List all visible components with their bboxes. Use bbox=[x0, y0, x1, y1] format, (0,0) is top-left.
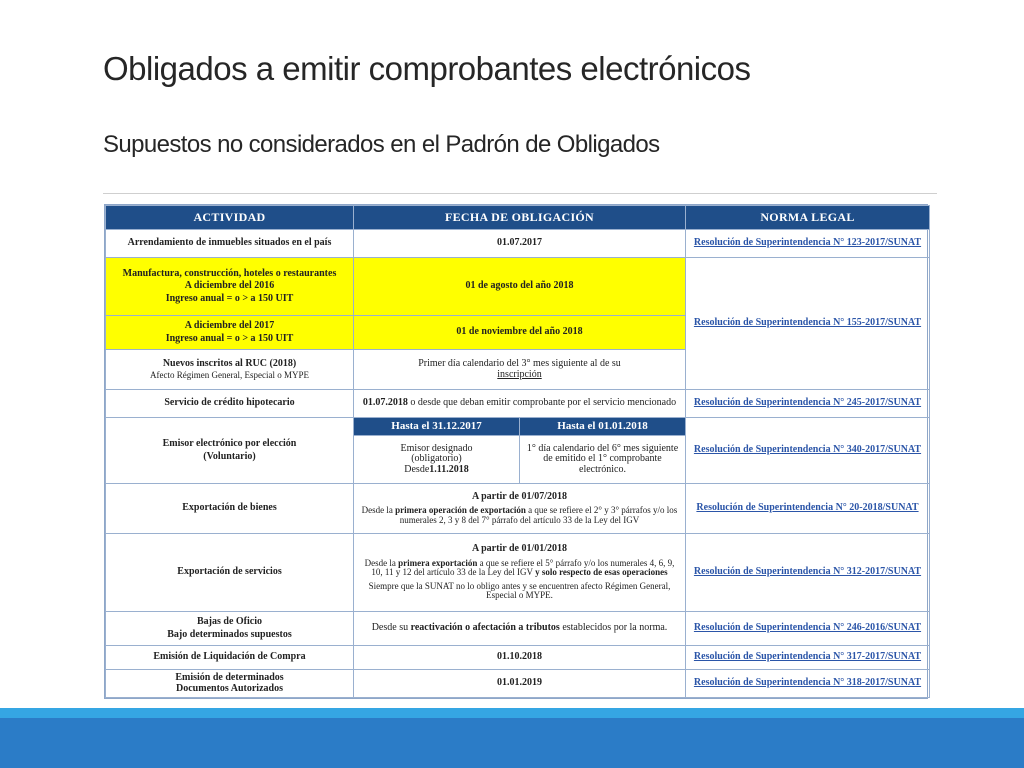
table-row bbox=[106, 612, 930, 646]
cell-line: Ingreso anual = o > a 150 UIT bbox=[165, 332, 294, 344]
table-row bbox=[106, 230, 930, 258]
cell-line: Ingreso anual = o > a 150 UIT bbox=[165, 292, 294, 304]
cell-fecha-heading: A partir de 01/01/2018 bbox=[471, 543, 568, 555]
cell-actividad: Servicio de crédito hipotecario bbox=[106, 390, 354, 418]
cell-fecha bbox=[354, 534, 686, 612]
table-row bbox=[106, 418, 930, 436]
cell-line: A diciembre del 2017 bbox=[184, 320, 275, 331]
cell-fecha: Desde su reactivación o afectación a tributos establecidos por la norma. bbox=[354, 612, 686, 646]
cell-line: Afecto Régimen General, Especial o MYPE bbox=[150, 370, 309, 381]
link-norma-155-2017[interactable]: Resolución de Superintendencia N° 155-2017/SUNAT bbox=[686, 258, 930, 390]
link-norma-20-2018[interactable]: Resolución de Superintendencia N° 20-2018/SUNAT bbox=[686, 484, 930, 534]
table-row bbox=[106, 534, 930, 612]
cell-actividad: Exportación de servicios bbox=[106, 534, 354, 612]
cell-line: Manufactura, construcción, hoteles o restaurantes bbox=[122, 267, 337, 279]
cell-fecha-detail: Desde la primera exportación a que se refiere el 5° párrafo y/o los numerales 4, 6, 9, 10, 11 y 12 del artículo 33 de la Ley del IGV y solo respecto de esas operaciones bbox=[364, 557, 675, 578]
link-norma-246-2016[interactable]: Resolución de Superintendencia N° 246-2016/SUNAT bbox=[686, 612, 930, 646]
link-norma-245-2017[interactable]: Resolución de Superintendencia N° 245-2017/SUNAT bbox=[686, 390, 930, 418]
cell-actividad: Emisión de Liquidación de Compra bbox=[106, 646, 354, 670]
cell-fecha-b: 1° día calendario del 6° mes siguiente de emitido el 1° comprobante electrónico. bbox=[520, 436, 686, 484]
cell-line: Emisor electrónico por elección bbox=[162, 438, 297, 449]
link-norma-340-2017[interactable]: Resolución de Superintendencia N° 340-2017/SUNAT bbox=[686, 418, 930, 484]
cell-fecha: 01.07.2017 bbox=[354, 230, 686, 258]
cell-line: Bajo determinados supuestos bbox=[167, 628, 292, 640]
obligations-table bbox=[104, 204, 928, 699]
slide-subtitle: Supuestos no considerados en el Padrón de Obligados bbox=[103, 131, 660, 158]
subheader-hasta-2018: Hasta el 01.01.2018 bbox=[520, 418, 686, 436]
subheader-hasta-2017: Hasta el 31.12.2017 bbox=[354, 418, 520, 436]
header-fecha: FECHA DE OBLIGACIÓN bbox=[354, 206, 686, 230]
table-row bbox=[106, 646, 930, 670]
link-norma-123-2017[interactable]: Resolución de Superintendencia N° 123-2017/SUNAT bbox=[686, 230, 930, 258]
cell-actividad bbox=[106, 612, 354, 646]
table-row bbox=[106, 390, 930, 418]
cell-fecha-heading: A partir de 01/07/2018 bbox=[471, 490, 568, 502]
cell-line: A diciembre del 2016 bbox=[184, 280, 275, 292]
link-norma-317-2017[interactable]: Resolución de Superintendencia N° 317-2017/SUNAT bbox=[686, 646, 930, 670]
cell-fecha: 01 de agosto del año 2018 bbox=[354, 258, 686, 316]
header-actividad: ACTIVIDAD bbox=[106, 206, 354, 230]
footer-accent-bar bbox=[0, 708, 1024, 718]
cell-actividad bbox=[106, 350, 354, 390]
cell-fecha: 01 de noviembre del año 2018 bbox=[354, 316, 686, 350]
cell-actividad: Arrendamiento de inmuebles situados en el país bbox=[106, 230, 354, 258]
table-row bbox=[106, 484, 930, 534]
cell-fecha bbox=[354, 484, 686, 534]
footer-bar bbox=[0, 718, 1024, 768]
cell-line: Nuevos inscritos al RUC (2018) bbox=[162, 357, 297, 369]
cell-actividad bbox=[106, 418, 354, 484]
cell-line: (Voluntario) bbox=[203, 450, 256, 462]
cell-actividad bbox=[106, 316, 354, 350]
cell-line: Bajas de Oficio bbox=[197, 616, 262, 627]
cell-fecha-note: Siempre que la SUNAT no lo obligo antes y se encuentren afecto Régimen General, Especial o MYPE. bbox=[368, 580, 671, 601]
slide-title: Obligados a emitir comprobantes electrónicos bbox=[103, 50, 751, 87]
table-header-row bbox=[106, 206, 930, 230]
cell-fecha: 01.10.2018 bbox=[354, 646, 686, 670]
cell-actividad: Exportación de bienes bbox=[106, 484, 354, 534]
link-inscripcion[interactable]: inscripción bbox=[497, 368, 542, 380]
link-norma-318-2017[interactable]: Resolución de Superintendencia N° 318-2017/SUNAT bbox=[686, 670, 930, 698]
cell-fecha: 01.01.2019 bbox=[354, 670, 686, 698]
title-divider bbox=[103, 193, 937, 194]
cell-fecha-a: Emisor designado (obligatorio) Desde1.11.2018 bbox=[354, 436, 520, 484]
cell-actividad bbox=[106, 258, 354, 316]
table-row bbox=[106, 258, 930, 316]
cell-fecha-detail: Desde la primera operación de exportación a que se refiere el 2° y 3° párrafos y/o los numerales 2, 3 y 8 del 7° párrafo del artículo 33 de la Ley del IGV bbox=[361, 505, 678, 525]
cell-fecha: 01.07.2018 o desde que deban emitir comprobante por el servicio mencionado bbox=[354, 390, 686, 418]
table-row bbox=[106, 670, 930, 698]
cell-actividad: Emisión de determinados Documentos Autorizados bbox=[106, 670, 354, 698]
header-norma: NORMA LEGAL bbox=[686, 206, 930, 230]
cell-fecha: Primer día calendario del 3° mes siguiente al de su inscripción bbox=[354, 350, 686, 390]
link-norma-312-2017[interactable]: Resolución de Superintendencia N° 312-2017/SUNAT bbox=[686, 534, 930, 612]
